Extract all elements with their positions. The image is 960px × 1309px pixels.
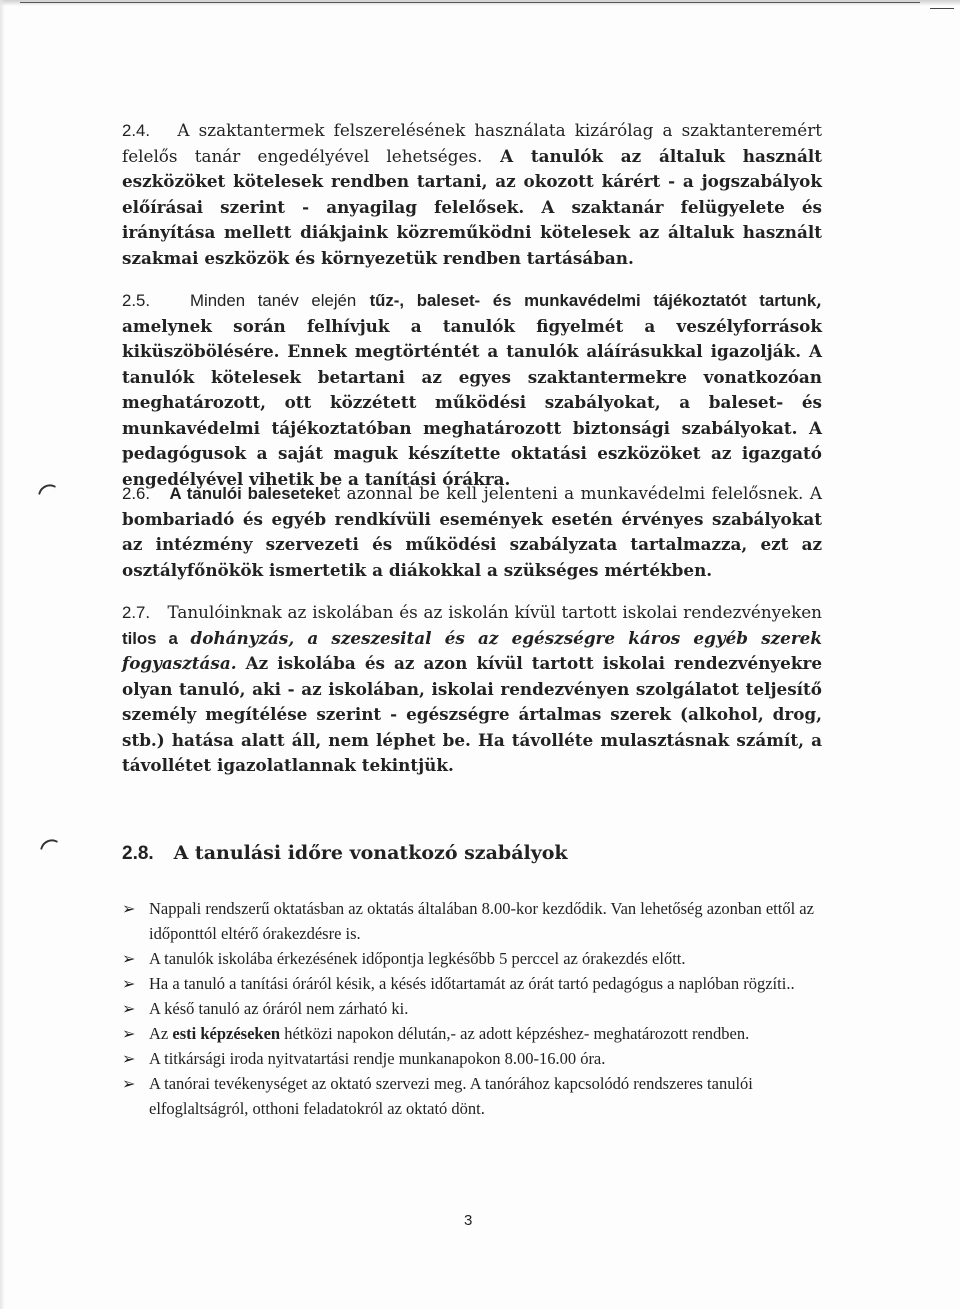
arrow-bullet-icon: ➢ [122,949,136,968]
list-item-text: hétközi napokon délután,- az adott képzéshez- meghatározott rendben. [280,1024,750,1043]
paragraph-text-bold: A tanulók az általuk használt eszközöket kötelesek rendben tartani, az okozott kárért - a jogszabályok előírásai szerint - anyagilag felelősek. A szaktanár felügyelete és irányítása mellett diákjaink közreműködni kötelesek az általuk használt szakmai eszközök és környezetük rendben tartásában. [122,145,823,268]
list-item-text: A tanulók iskolába érkezésének időpontja legkésőbb 5 perccel az órakezdés előtt. [149,949,686,968]
arrow-bullet-icon: ➢ [122,974,136,993]
punch-mark [40,836,58,854]
scan-shadow-top [0,0,960,6]
list-item [122,946,822,971]
list-item [122,896,822,946]
paragraph-text-regular: t azonnal be kell jelenteni a munkavédelmi felelősnek. [333,483,804,503]
rules-list [122,896,822,1121]
arrow-bullet-icon: ➢ [122,1049,136,1068]
section-title: A tanulási időre vonatkozó szabályok [173,842,568,864]
scan-corner-mark [930,8,954,9]
section-paragraph [122,118,822,271]
arrow-bullet-icon: ➢ [122,1024,136,1043]
section-number: 2.8. [122,843,154,864]
section-paragraph [122,600,822,779]
section-2-6 [122,481,822,583]
list-item [122,971,822,996]
list-item [122,1021,822,1046]
list-item-text-bold: esti képzéseken [172,1024,281,1043]
paragraph-text-bold-heading: tűz-, baleset- és munkavédelmi tájékoztatót tartunk [369,291,817,310]
paragraph-text-bold: , amelynek során felhívjuk a tanulók figyelmét a veszélyforrások kiküszöbölésére. Ennek megtörténtét a tanulók aláírásukkal igazolják. A tanulók kötelesek betartani az egyes szaktantermekre vonatkozóan meghatározott, ott közzétett működési szabályokat, a baleset- és munkavédelmi tájékoztatóban meghatározott biztonsági szabályokat. A pedagógusok a saját maguk készítette oktatási eszközöket az igazgató engedélyével vihetik be a tanítási órákra. [122,290,822,489]
scan-shadow-left [0,0,5,1309]
paragraph-text-bold-heading: tilos a [122,628,178,648]
list-item [122,1071,822,1121]
list-item-text: Az [149,1024,173,1043]
paragraph-text-bold-italic: dohányzás, a szeszesital és az egészségre káros egyéb szerek fogyasztása. [122,627,822,673]
paragraph-text-bold: Az iskolába és az azon kívül tartott iskolai rendezvényekre olyan tanuló, aki - az iskolában, iskolai rendezvényen szolgálatot teljesítő személy megítélése szerint - egészségre ártalmas szerek (alkohol, drog, stb.) hatása alatt áll, nem léphet be. Ha távolléte mulasztásnak számít, a távollétet igazolatlannak tekintjük. [122,653,822,775]
list-item [122,996,822,1021]
page-number: 3 [464,1212,473,1229]
list-item [122,1046,822,1071]
list-item-text: Ha a tanuló a tanítási óráról késik, a késés időtartamát az órát tartó pedagógus a naplóban rögzíti.. [149,974,795,993]
paragraph-text-regular: Minden tanév elején [190,291,357,310]
list-item-text: Nappali rendszerű oktatásban az oktatás általában 8.00-kor kezdődik. Van lehetőség azonban ettől az időponttól eltérő órakezdésre is. [149,899,814,943]
section-paragraph [122,481,822,583]
section-paragraph [122,288,822,492]
section-number: 2.4. [122,121,150,140]
arrow-bullet-icon: ➢ [122,899,136,918]
list-item-text: A tanórai tevékenységet az oktató szervezi meg. A tanórához kapcsolódó rendszeres tanulói elfoglaltságról, otthoni feladatokról az oktató dönt. [149,1074,753,1118]
punch-mark [38,481,56,499]
paragraph-text-bold-heading: A tanulói baleseteke [169,484,334,503]
section-2-4 [122,118,822,271]
scan-line-top [20,2,920,3]
arrow-bullet-icon: ➢ [122,1074,136,1093]
section-number: 2.7. [122,603,150,622]
list-item-text: A késő tanuló az óráról nem zárható ki. [149,999,409,1018]
section-number: 2.5. [122,291,150,310]
paragraph-text-regular: A szaktantermek felszerelésének használata kizárólag a szaktanteremért felelős tanár engedélyével lehetséges. [122,120,822,166]
arrow-bullet-icon: ➢ [122,999,136,1018]
paragraph-text-bold: bombariadó és egyéb rendkívüli események esetén érvényes szabályokat az intézmény szervezeti és működési szabályzata tartalmazza, ezt az osztályfőnökök ismertetik a diákokkal a szükséges mértékben. [122,508,822,580]
section-2-5 [122,288,822,492]
paragraph-text-regular: Tanulóinknak az iskolában és az iskolán kívül tartott iskolai rendezvényeken [167,602,822,622]
section-heading [122,842,568,865]
section-2-7 [122,600,822,779]
paragraph-text-regular: A [803,483,822,503]
section-number: 2.6. [122,484,150,503]
list-item-text: A titkársági iroda nyitvatartási rendje munkanapokon 8.00-16.00 óra. [149,1049,606,1068]
